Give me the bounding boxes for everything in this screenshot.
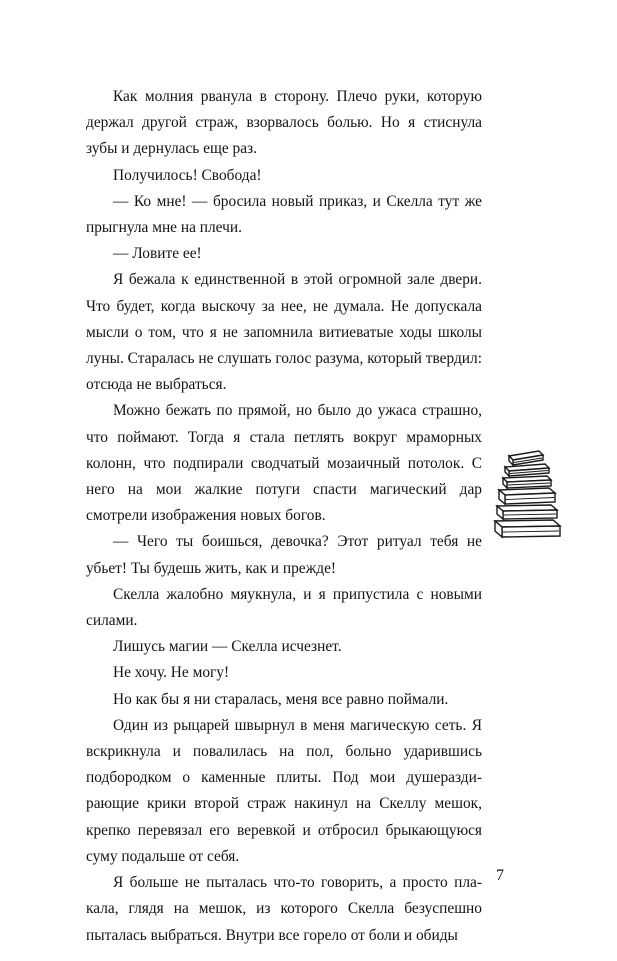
paragraph: Но как бы я ни старалась, меня все равно поймали. [113, 690, 449, 708]
paragraph: Лишусь магии — Скелла исчезнет. [113, 638, 342, 656]
paragraph: Скелла жалобно мяукнула, и я припустила с новыми силами. [86, 585, 482, 630]
page-number: 7 [496, 867, 504, 884]
stack-of-books-illustration [487, 440, 571, 550]
paragraph: — Ловите ее! [113, 245, 202, 263]
body-text-column [86, 84, 482, 949]
paragraph: Можно бежать по прямой, но было до ужаса страшно, что поймают. Тогда я стала петлять вокруг мраморных колонн, что подпирали сводчатый мозаичный потолок. С него на мои жалкие потуги спасти магический дар смотрели изображения новых богов. [86, 402, 482, 525]
paragraph: — Чего ты боишься, девочка? Этот ритуал тебя не убьет! Ты будешь жить, как и прежде! [86, 533, 482, 577]
paragraph: Не хочу. Не могу! [113, 664, 230, 682]
paragraph: Как молния рванула в сторону. Плечо руки, которую держал другой страж, взорвалось болью. Но я стиснула зубы и дернулась еще раз. [86, 88, 482, 158]
paragraph: Получилось! Свобода! [113, 166, 262, 184]
paragraph: — Ко мне! — бросила новый приказ, и Скелла тут же прыгнула мне на плечи. [86, 192, 482, 237]
paragraph: Я больше не пыталась что-то говорить, а просто плакала, глядя на мешок, из которого Скелла безуспешно пыталась выбраться. Внутри все горело от боли и обиды [86, 874, 482, 944]
paragraph: Я бежала к единственной в этой огромной зале двери. Что будет, когда выскочу за нее, не думала. Не допускала мысли о том, что я не запомнила витиеватые ходы школы луны. Старалась не слушать голос разума, который твердил: отсюда не выбраться. [86, 271, 482, 394]
paragraph: Один из рыцарей швырнул в меня магическую сеть. Я вскрикнула и повалилась на пол, больно ударившись подбородком о каменные плиты. Под мои душераздирающие крики второй страж накинул на Скеллу мешок, крепко перевязал его веревкой и отбросил брыкающуюся суму подальше от себя. [86, 716, 482, 865]
